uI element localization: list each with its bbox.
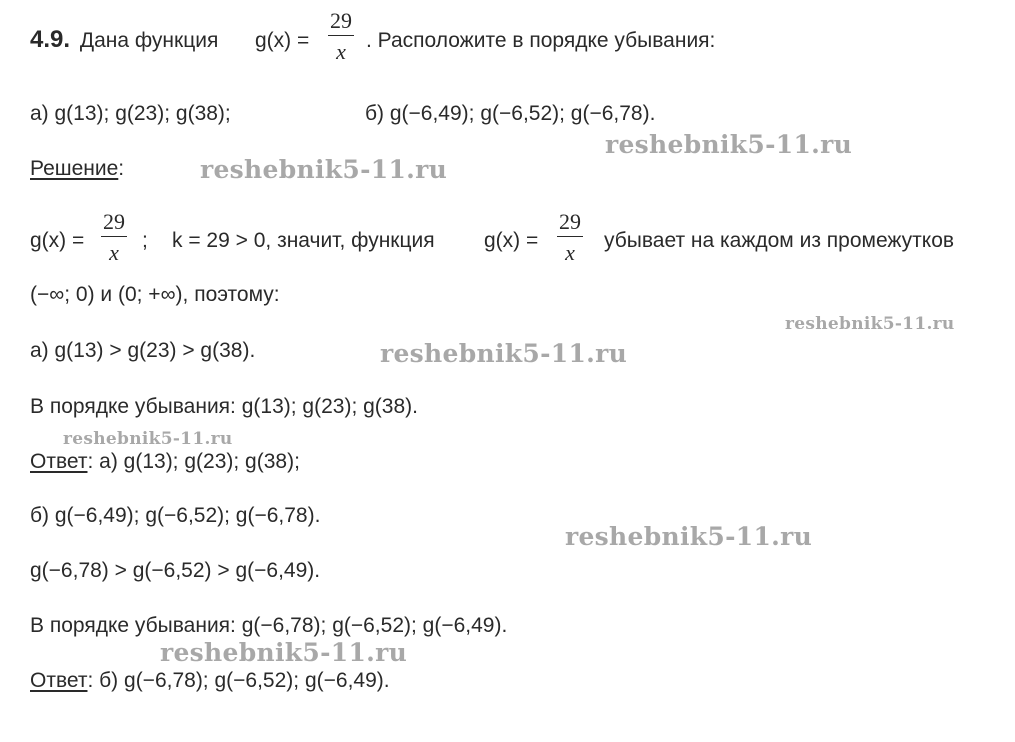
watermark: reshebnik5-11.ru bbox=[63, 429, 233, 449]
problem-gx: g(x) = bbox=[255, 29, 310, 52]
watermark: reshebnik5-11.ru bbox=[605, 130, 853, 159]
solution-heading-text: Решение bbox=[30, 157, 119, 180]
problem-task: . Расположите в порядке убывания: bbox=[366, 29, 716, 52]
function-g2: g(x) = bbox=[484, 229, 539, 252]
intervals-text: (−∞; 0) и (0; +∞), поэтому: bbox=[30, 283, 280, 306]
answer-a-line bbox=[30, 451, 300, 472]
solution-fraction-2 bbox=[557, 211, 583, 264]
solution-heading bbox=[30, 158, 124, 179]
answer-b-line bbox=[30, 670, 390, 691]
function-semicolon: ; bbox=[142, 229, 148, 252]
problem-line bbox=[30, 28, 218, 52]
part-a-compare: а) g(13) > g(23) > g(38). bbox=[30, 339, 256, 362]
fraction-2-numerator: 29 bbox=[559, 209, 581, 234]
part-b-compare: g(−6,78) > g(−6,52) > g(−6,49). bbox=[30, 559, 321, 582]
answer-a-text: : а) g(13); g(23); g(38); bbox=[87, 450, 300, 473]
fraction-1-numerator: 29 bbox=[103, 209, 125, 234]
watermark: reshebnik5-11.ru bbox=[785, 314, 955, 334]
function-g1: g(x) = bbox=[30, 229, 85, 252]
problem-intro: Дана функция bbox=[79, 29, 219, 52]
answer-b-label: Ответ bbox=[30, 669, 88, 692]
answer-a-label: Ответ bbox=[30, 450, 88, 473]
solution-heading-colon: : bbox=[118, 157, 125, 180]
problem-fraction bbox=[328, 10, 354, 63]
watermark: reshebnik5-11.ru bbox=[200, 155, 448, 184]
part-b-order: В порядке убывания: g(−6,78); g(−6,52); g(−6,49). bbox=[30, 614, 508, 637]
decreasing-text: убывает на каждом из промежутков bbox=[604, 229, 955, 252]
k-condition: k = 29 > 0, значит, функция bbox=[172, 229, 435, 252]
solution-fraction-1 bbox=[101, 211, 127, 264]
part-a-order: В порядке убывания: g(13); g(23); g(38). bbox=[30, 395, 418, 418]
watermark: reshebnik5-11.ru bbox=[380, 339, 628, 368]
part-b-list: б) g(−6,49); g(−6,52); g(−6,78). bbox=[30, 504, 321, 527]
problem-part-b: б) g(−6,49); g(−6,52); g(−6,78). bbox=[365, 102, 656, 125]
fraction-numerator: 29 bbox=[330, 8, 352, 33]
problem-part-a: а) g(13); g(23); g(38); bbox=[30, 102, 231, 125]
fraction-1-denominator: x bbox=[109, 240, 119, 265]
fraction-2-denominator: x bbox=[565, 240, 575, 265]
watermark: reshebnik5-11.ru bbox=[160, 638, 408, 667]
fraction-denominator: x bbox=[336, 39, 346, 64]
answer-b-text: : б) g(−6,78); g(−6,52); g(−6,49). bbox=[87, 669, 390, 692]
problem-number: 4.9. bbox=[30, 26, 71, 53]
watermark: reshebnik5-11.ru bbox=[565, 522, 813, 551]
